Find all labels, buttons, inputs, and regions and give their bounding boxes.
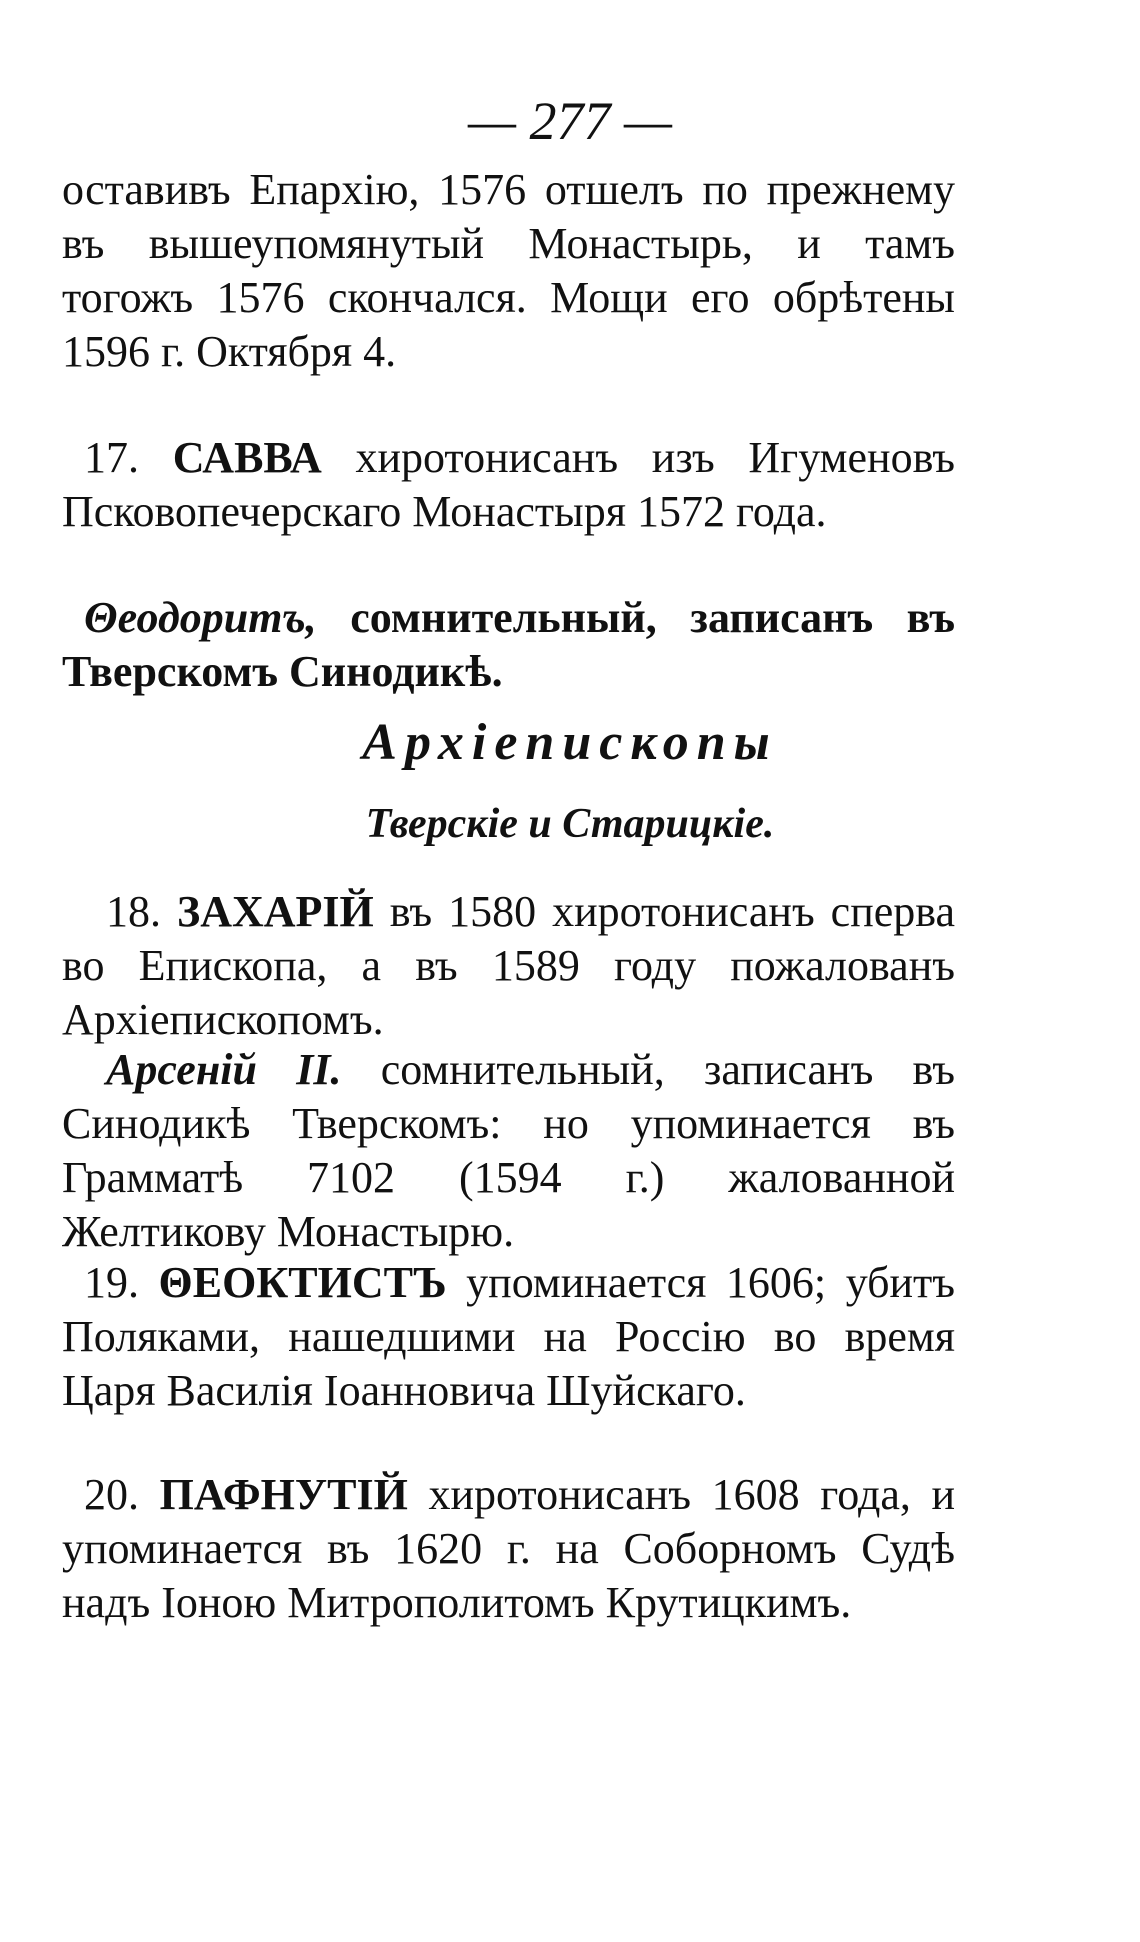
section-heading: Архіепископы: [362, 714, 778, 771]
entry-number: 17.: [84, 433, 139, 482]
entry-name: Арсеній II.: [106, 1045, 342, 1094]
page-number: — 277 —: [467, 91, 673, 151]
entry-text: хиротонисанъ 1608 года, и упоминается въ 1620 г. на Соборномъ Судѣ надъ Іоною Митрополитомъ Крутицкимъ.: [62, 1470, 956, 1627]
entry-17: [62, 431, 955, 539]
entry-number: 18.: [106, 887, 161, 936]
entry-name: ПАФНУТІЙ: [159, 1470, 408, 1519]
paragraph-text: оставивъ Епархію, 1576 отшелъ по прежнему въ вышеупомянутый Монастырь, и тамъ тогожъ 1576 скончался. Мощи его обрѣтены 1596 г. Октября 4.: [62, 165, 955, 376]
entry-name: ΘЕОКТИСТЪ: [158, 1258, 447, 1307]
entry-text: упоминается 1606; убитъ Поляками, нашедшими на Россію во время Царя Василія Іоанновича Шуйскаго.: [62, 1258, 956, 1415]
entry-text: сомнительный, записанъ въ Тверскомъ Синодикѣ.: [62, 593, 955, 696]
entry-arsenii: [62, 1043, 955, 1259]
entry-name: Θеодоритъ,: [84, 593, 317, 642]
entry-18: [62, 885, 955, 1047]
entry-number: 20.: [84, 1470, 139, 1519]
entry-19: [62, 1256, 955, 1418]
paragraph-continuation: [62, 163, 955, 379]
entry-name: ЗАХАРІЙ: [176, 887, 374, 936]
entry-text: въ 1580 хиротонисанъ сперва во Епископа, а въ 1589 году пожалованъ Архіепископомъ.: [62, 887, 955, 1044]
entry-text: сомнительный, записанъ въ Синодикѣ Тверскомъ: но упоминается въ Грамматѣ 7102 (1594 г.) жалованной Желтикову Монастырю.: [62, 1045, 955, 1256]
entry-name: САВВА: [172, 433, 322, 482]
entry-text: хиротонисанъ изъ Игуменовъ Псковопечерскаго Монастыря 1572 года.: [62, 433, 955, 536]
section-subheading: Тверскіе и Старицкіе.: [365, 801, 775, 847]
entry-number: 19.: [84, 1258, 139, 1307]
entry-20: [62, 1468, 955, 1630]
entry-feodorit: [62, 591, 955, 699]
